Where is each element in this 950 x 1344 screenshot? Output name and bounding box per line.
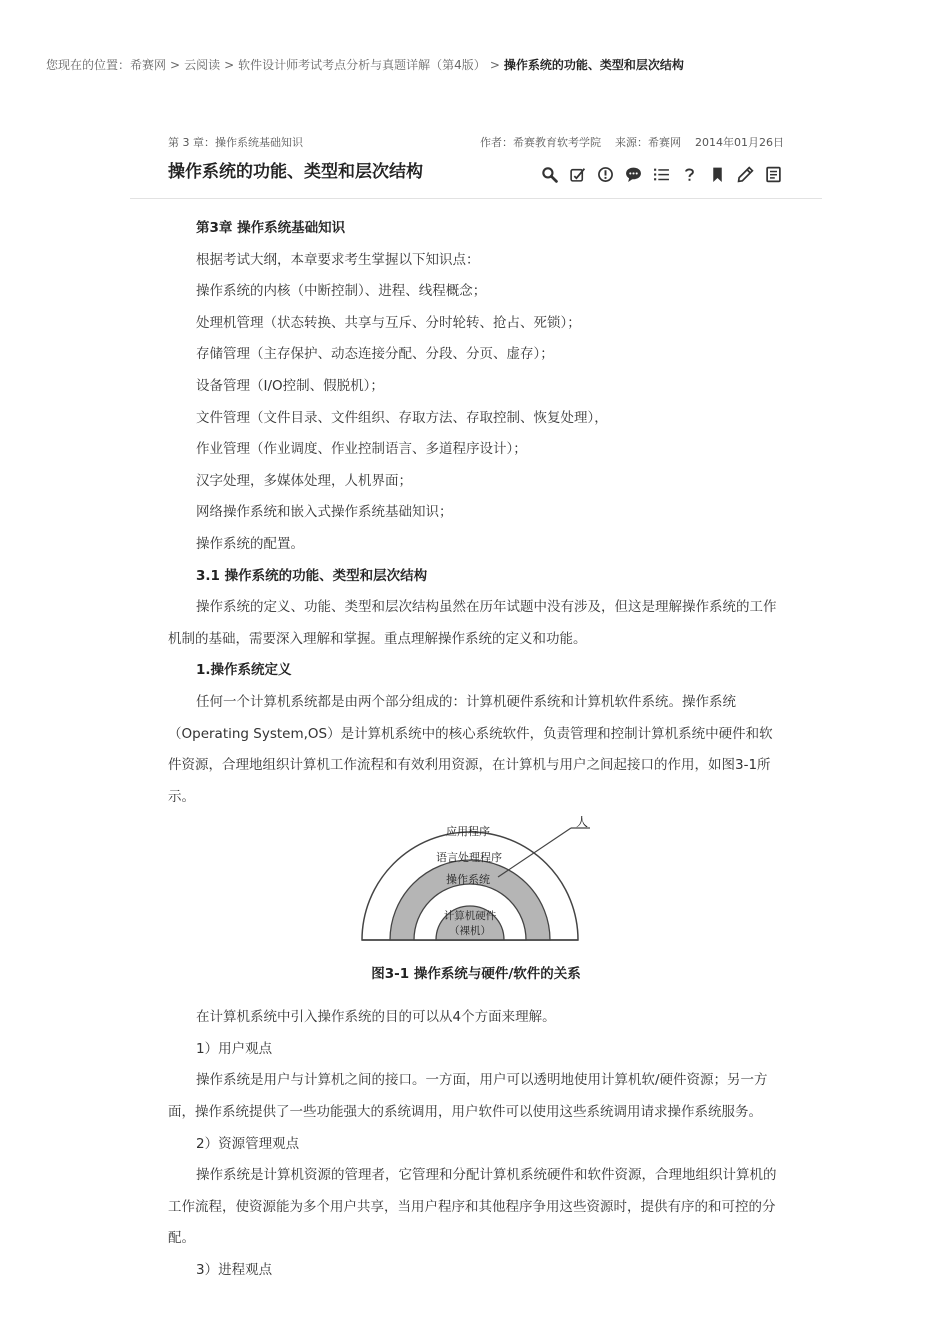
subheading: 1.操作系统定义 xyxy=(196,662,292,679)
section-intro-paragraph: 操作系统的定义、功能、类型和层次结构虽然在历年试题中没有涉及，但这是理解操作系统的工作机制的基础，需要深入理解和掌握。重点理解操作系统的定义和功能。 xyxy=(168,599,777,647)
list-icon xyxy=(653,166,670,183)
purpose-paragraph: 在计算机系统中引入操作系统的目的可以从4个方面来理解。 xyxy=(196,1009,556,1026)
publish-date: 2014年01月26日 xyxy=(695,136,784,149)
label-person: 人 xyxy=(576,815,589,830)
article-meta xyxy=(466,134,784,150)
author: 作者：希赛教育软考学院 xyxy=(480,136,601,149)
view-title: 3）进程观点 xyxy=(196,1262,273,1279)
breadcrumb-link-book[interactable]: 软件设计师考试考点分析与真题详解（第4版） xyxy=(238,58,486,72)
breadcrumb-separator: > xyxy=(489,58,500,72)
help-button[interactable] xyxy=(678,164,700,184)
knowledge-point: 作业管理（作业调度、作业控制语言、多道程序设计）； xyxy=(196,441,527,458)
label-bare-machine: （裸机） xyxy=(449,925,491,938)
catalog-button[interactable] xyxy=(650,164,672,184)
view-paragraph: 操作系统是用户与计算机之间的接口。一方面，用户可以透明地使用计算机软/硬件资源；另一方面，操作系统提供了一些功能强大的系统调用，用户软件可以使用这些系统调用请求操作系统服务。 xyxy=(168,1072,768,1121)
search-button[interactable] xyxy=(538,164,560,184)
breadcrumb-link-yunyuedu[interactable]: 云阅读 xyxy=(184,58,221,72)
comment-button[interactable] xyxy=(622,164,644,184)
chapter-label: 第 3 章：操作系统基础知识 xyxy=(168,136,303,149)
label-os: 操作系统 xyxy=(446,873,490,887)
knowledge-point: 操作系统的内核（中断控制）、进程、线程概念； xyxy=(196,283,487,300)
section-heading: 3.1 操作系统的功能、类型和层次结构 xyxy=(196,567,428,584)
view-paragraph: 操作系统是计算机资源的管理者，它管理和分配计算机系统硬件和软件资源，合理地组织计算机的工作流程，使资源能为多个用户共享，当用户程序和其他程序争用这些资源时，提供有序的和可控的分配。 xyxy=(168,1167,777,1247)
breadcrumb-prefix: 您现在的位置： xyxy=(46,58,131,72)
label-application: 应用程序 xyxy=(446,825,490,839)
page-title: 操作系统的功能、类型和层次结构 xyxy=(168,162,423,182)
breadcrumb xyxy=(46,57,684,73)
error-report-button[interactable] xyxy=(594,164,616,184)
knowledge-point: 网络操作系统和嵌入式操作系统基础知识； xyxy=(196,504,453,521)
notebook-icon xyxy=(765,166,782,183)
comment-icon xyxy=(625,166,642,183)
view-title: 2）资源管理观点 xyxy=(196,1135,300,1152)
label-language-processor: 语言处理程序 xyxy=(436,851,502,865)
os-layers-diagram xyxy=(358,813,590,945)
help-icon xyxy=(681,166,698,183)
knowledge-point: 文件管理（文件目录、文件组织、存取方法、存取控制、恢复处理）， xyxy=(196,409,608,426)
article-header xyxy=(130,130,822,199)
source: 来源：希赛网 xyxy=(615,136,681,149)
knowledge-point: 设备管理（I/O控制、假脱机）； xyxy=(196,377,384,394)
knowledge-point: 汉字处理，多媒体处理，人机界面； xyxy=(196,472,412,489)
article-toolbar xyxy=(538,164,784,184)
knowledge-point: 存储管理（主存保护、动态连接分配、分段、分页、虚存）； xyxy=(196,346,554,363)
breadcrumb-separator: > xyxy=(170,58,181,72)
edit-icon xyxy=(737,166,754,183)
breadcrumb-link-home[interactable]: 希赛网 xyxy=(130,58,167,72)
breadcrumb-current: 操作系统的功能、类型和层次结构 xyxy=(503,58,684,72)
chapter-heading: 第3章 操作系统基础知识 xyxy=(196,220,346,236)
knowledge-point: 操作系统的配置。 xyxy=(196,535,304,552)
figure-os-layers xyxy=(168,813,780,945)
note-icon xyxy=(569,166,586,183)
article-content xyxy=(168,213,780,1287)
notebook-button[interactable] xyxy=(762,164,784,184)
note-button[interactable] xyxy=(566,164,588,184)
definition-paragraph: 任何一个计算机系统都是由两个部分组成的：计算机硬件系统和计算机软件系统。操作系统（Operating System,OS）是计算机系统中的核心系统软件，负责管理和控制计算机系统中硬件和软件资源，合理地组织计算机工作流程和有效利用资源，在计算机与用户之间起接口的作用，如图3-1所示。 xyxy=(168,693,773,805)
breadcrumb-separator: > xyxy=(224,58,235,72)
bookmark-button[interactable] xyxy=(706,164,728,184)
knowledge-point: 处理机管理（状态转换、共享与互斥、分时轮转、抢占、死锁）； xyxy=(196,314,581,331)
figure-caption: 图3-1 操作系统与硬件/软件的关系 xyxy=(371,965,581,982)
error-report-icon xyxy=(597,166,614,183)
edit-button[interactable] xyxy=(734,164,756,184)
search-icon xyxy=(541,166,558,183)
view-title: 1）用户观点 xyxy=(196,1040,273,1057)
bookmark-icon xyxy=(709,166,726,183)
label-hardware: 计算机硬件 xyxy=(443,910,497,923)
intro-paragraph: 根据考试大纲，本章要求考生掌握以下知识点： xyxy=(196,251,480,268)
